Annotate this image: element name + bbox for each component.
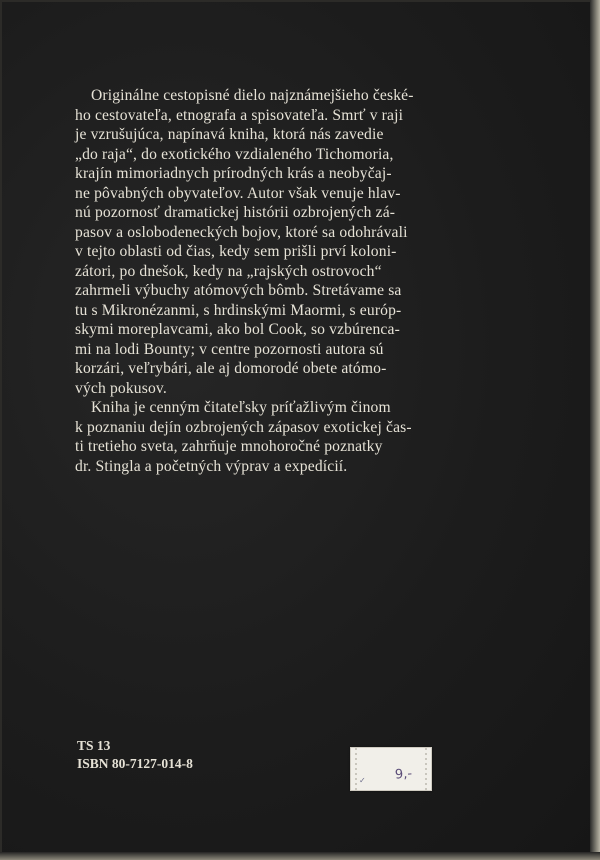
text-line: je vzrušujúca, napínavá kniha, ktorá nás zavedie <box>75 126 384 143</box>
perforation <box>355 748 357 790</box>
text-line: Kniha je cenným čitateľsky príťažlivým činom <box>91 399 391 416</box>
text-line: dr. Stingla a početných výprav a expedícií. <box>75 457 348 475</box>
text-line: krajín mimoriadnych prírodných krás a neobyčaj- <box>75 165 392 182</box>
text-line: Originálne cestopisné dielo najznámejšieho české- <box>91 87 414 104</box>
blurb-paragraph-2 <box>75 398 503 476</box>
cover-edge-bottom <box>0 852 600 860</box>
text-line: v tejto oblasti od čias, kedy sem prišli prví koloni- <box>75 243 397 260</box>
text-line: k poznaniu dejín ozbrojených zápasov exotickej čas- <box>75 418 412 436</box>
text-line: ti tretieho sveta, zahrňuje mnohoročné poznatky <box>75 438 383 455</box>
pen-mark: ✓ <box>359 776 366 785</box>
text-line: vých pokusov. <box>75 379 167 397</box>
ts-code: TS 13 <box>77 738 111 753</box>
price-label: 9,- <box>394 766 413 783</box>
text-line: tu s Mikronézanmi, s hrdinskými Maormi, s európ- <box>75 301 402 319</box>
blurb-text <box>75 86 503 476</box>
text-line: ne pôvabných obyvateľov. Autor však venuje hlav- <box>75 184 401 202</box>
text-line: skymi moreplavcami, ako bol Cook, so vzbúrenca- <box>75 321 400 338</box>
text-line: korzári, veľrybári, ale aj domorodé obete atómo- <box>75 360 387 377</box>
text-line: nú pozornosť dramatickej histórii ozbrojených zá- <box>75 204 396 221</box>
text-line: „do raja“, do exotického vzdialeného Tichomoria, <box>75 145 394 163</box>
blurb-paragraph-1 <box>75 86 503 398</box>
text-line: zahrmeli výbuchy atómových bômb. Stretávame sa <box>75 282 402 299</box>
text-line: pasov a oslobodeneckých bojov, ktoré sa odohrávali <box>75 223 408 241</box>
perforation <box>425 748 427 790</box>
cover-edge-right <box>590 0 600 860</box>
text-line: zátori, po dnešok, kedy na „rajských ostrovoch“ <box>75 262 382 280</box>
text-line: mi na lodi Bounty; v centre pozornosti autora sú <box>75 340 384 358</box>
price-sticker <box>350 747 432 791</box>
isbn: ISBN 80-7127-014-8 <box>77 756 193 771</box>
publication-codes <box>77 737 193 773</box>
text-line: ho cestovateľa, etnografa a spisovateľa. Smrť v raji <box>75 106 404 124</box>
